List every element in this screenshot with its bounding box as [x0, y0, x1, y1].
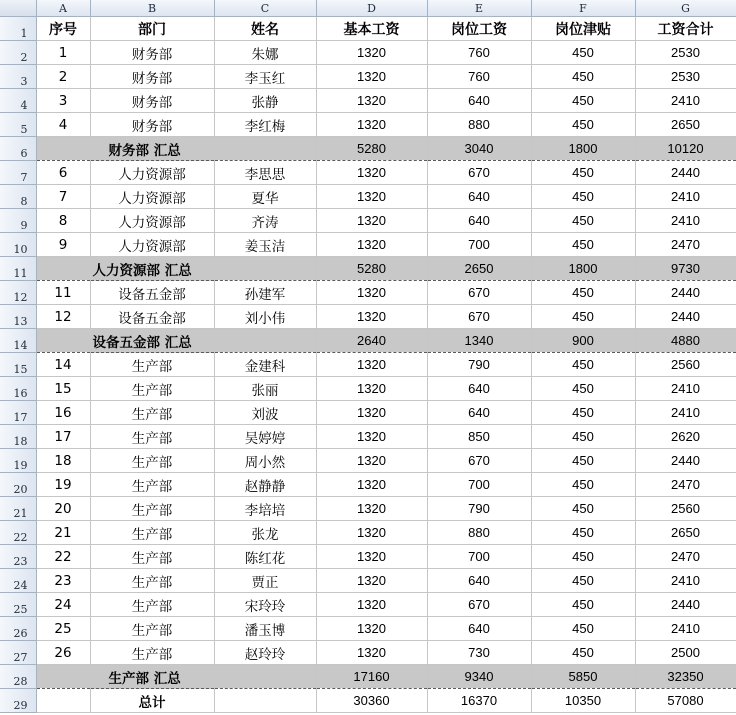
cell-base-salary[interactable]: 1320	[316, 233, 427, 257]
cell-allowance[interactable]: 1800	[531, 137, 635, 161]
cell-name[interactable]: 陈红花	[214, 545, 316, 569]
cell-name[interactable]: 金建科	[214, 353, 316, 377]
table-row	[0, 113, 736, 137]
cell-total-salary[interactable]: 2440	[635, 593, 736, 617]
column-header-e[interactable]: E	[427, 0, 531, 17]
cell-allowance[interactable]: 450	[531, 281, 635, 305]
cell-dept[interactable]: 人力资源部	[90, 185, 214, 209]
cell-total-salary[interactable]: 2530	[635, 41, 736, 65]
cell-post-salary[interactable]: 760	[427, 65, 531, 89]
cell-name[interactable]: 张龙	[214, 521, 316, 545]
cell-allowance[interactable]: 450	[531, 545, 635, 569]
cell-base-salary[interactable]: 1320	[316, 65, 427, 89]
cell-post-salary[interactable]: 760	[427, 41, 531, 65]
cell-seq[interactable]: 6	[36, 161, 90, 185]
column-header-a[interactable]: A	[36, 0, 90, 17]
cell-name[interactable]: 李思思	[214, 161, 316, 185]
cell-seq[interactable]: 4	[36, 113, 90, 137]
cell-allowance[interactable]: 450	[531, 185, 635, 209]
cell-total-salary[interactable]: 2440	[635, 281, 736, 305]
cell-seq[interactable]: 21	[36, 521, 90, 545]
cell-dept[interactable]: 人力资源部	[90, 209, 214, 233]
cell-dept[interactable]: 生产部	[90, 401, 214, 425]
cell-base-salary[interactable]: 1320	[316, 545, 427, 569]
cell-seq[interactable]	[36, 689, 90, 713]
cell-total-salary[interactable]: 2470	[635, 545, 736, 569]
cell-name[interactable]: 刘波	[214, 401, 316, 425]
cell-name[interactable]: 张静	[214, 89, 316, 113]
cell-total-salary[interactable]: 57080	[635, 689, 736, 713]
cell-name[interactable]: 李培培	[214, 497, 316, 521]
row-header[interactable]: 3	[0, 65, 36, 89]
cell-seq[interactable]: 7	[36, 185, 90, 209]
cell-name[interactable]: 姜玉洁	[214, 233, 316, 257]
cell-seq[interactable]	[36, 137, 90, 161]
cell-name[interactable]: 张丽	[214, 377, 316, 401]
cell-base-salary[interactable]: 1320	[316, 89, 427, 113]
cell-post-salary[interactable]: 880	[427, 113, 531, 137]
cell-name[interactable]: 吴婷婷	[214, 425, 316, 449]
table-row	[0, 161, 736, 185]
cell-base-salary[interactable]: 1320	[316, 569, 427, 593]
cell-dept[interactable]: 财务部	[90, 113, 214, 137]
cell-allowance[interactable]: 450	[531, 65, 635, 89]
cell-base-salary[interactable]: 1320	[316, 113, 427, 137]
cell-base-salary[interactable]: 17160	[316, 665, 427, 689]
cell-total-salary[interactable]: 2410	[635, 569, 736, 593]
cell-total-salary[interactable]: 2410	[635, 209, 736, 233]
row-header[interactable]: 23	[0, 545, 36, 569]
header-cell-base[interactable]: 基本工资	[316, 17, 427, 41]
cell-seq[interactable]: 3	[36, 89, 90, 113]
cell-dept[interactable]: 设备五金部	[90, 281, 214, 305]
cell-seq[interactable]: 20	[36, 497, 90, 521]
cell-allowance[interactable]: 450	[531, 353, 635, 377]
cell-dept[interactable]: 生产部	[90, 449, 214, 473]
cell-base-salary[interactable]: 1320	[316, 305, 427, 329]
cell-post-salary[interactable]: 700	[427, 233, 531, 257]
cell-post-salary[interactable]: 730	[427, 641, 531, 665]
cell-base-salary[interactable]: 30360	[316, 689, 427, 713]
cell-post-salary[interactable]: 16370	[427, 689, 531, 713]
cell-name[interactable]	[214, 689, 316, 713]
cell-base-salary[interactable]: 1320	[316, 521, 427, 545]
cell-allowance[interactable]: 450	[531, 377, 635, 401]
table-row	[0, 545, 736, 569]
cell-allowance[interactable]: 450	[531, 641, 635, 665]
cell-name[interactable]	[214, 137, 316, 161]
cell-allowance[interactable]: 450	[531, 449, 635, 473]
row-header[interactable]: 12	[0, 281, 36, 305]
cell-seq[interactable]: 14	[36, 353, 90, 377]
cell-name[interactable]	[214, 329, 316, 353]
cell-post-salary[interactable]: 640	[427, 209, 531, 233]
cell-allowance[interactable]: 450	[531, 401, 635, 425]
cell-seq[interactable]: 19	[36, 473, 90, 497]
table-row	[0, 377, 736, 401]
cell-post-salary[interactable]: 670	[427, 593, 531, 617]
cell-post-salary[interactable]: 640	[427, 617, 531, 641]
header-cell-total[interactable]: 工资合计	[635, 17, 736, 41]
cell-post-salary[interactable]: 9340	[427, 665, 531, 689]
cell-base-salary[interactable]: 1320	[316, 281, 427, 305]
subtotal-row	[0, 137, 736, 161]
cell-name[interactable]: 李玉红	[214, 65, 316, 89]
row-header[interactable]: 1	[0, 17, 36, 41]
cell-base-salary[interactable]: 1320	[316, 449, 427, 473]
cell-seq[interactable]: 18	[36, 449, 90, 473]
grand-total-label[interactable]: 总计	[90, 689, 214, 713]
cell-post-salary[interactable]: 880	[427, 521, 531, 545]
header-cell-allow[interactable]: 岗位津贴	[531, 17, 635, 41]
cell-allowance[interactable]: 450	[531, 305, 635, 329]
cell-base-salary[interactable]: 1320	[316, 497, 427, 521]
cell-post-salary[interactable]: 640	[427, 89, 531, 113]
header-cell-seq[interactable]: 序号	[36, 17, 90, 41]
cell-seq[interactable]: 26	[36, 641, 90, 665]
cell-base-salary[interactable]: 1320	[316, 617, 427, 641]
cell-dept[interactable]: 生产部	[90, 617, 214, 641]
table-row	[0, 401, 736, 425]
row-header[interactable]: 28	[0, 665, 36, 689]
cell-seq[interactable]: 1	[36, 41, 90, 65]
cell-post-salary[interactable]: 640	[427, 185, 531, 209]
subtotal-label[interactable]: 生产部 汇总	[90, 665, 214, 689]
cell-seq[interactable]: 23	[36, 569, 90, 593]
cell-allowance[interactable]: 900	[531, 329, 635, 353]
cell-allowance[interactable]: 5850	[531, 665, 635, 689]
table-row	[0, 281, 736, 305]
row-header[interactable]: 7	[0, 161, 36, 185]
cell-total-salary[interactable]: 2410	[635, 89, 736, 113]
row-header[interactable]: 26	[0, 617, 36, 641]
cell-allowance[interactable]: 450	[531, 209, 635, 233]
cell-base-salary[interactable]: 1320	[316, 353, 427, 377]
row-header[interactable]: 5	[0, 113, 36, 137]
cell-post-salary[interactable]: 850	[427, 425, 531, 449]
cell-total-salary[interactable]: 32350	[635, 665, 736, 689]
table-row	[0, 497, 736, 521]
table-row	[0, 305, 736, 329]
cell-dept[interactable]: 生产部	[90, 545, 214, 569]
cell-seq[interactable]: 25	[36, 617, 90, 641]
cell-base-salary[interactable]: 1320	[316, 377, 427, 401]
header-cell-post[interactable]: 岗位工资	[427, 17, 531, 41]
cell-name[interactable]: 宋玲玲	[214, 593, 316, 617]
cell-post-salary[interactable]: 3040	[427, 137, 531, 161]
cell-base-salary[interactable]: 1320	[316, 41, 427, 65]
cell-total-salary[interactable]: 4880	[635, 329, 736, 353]
cell-dept[interactable]: 生产部	[90, 593, 214, 617]
cell-dept[interactable]: 生产部	[90, 641, 214, 665]
table-row	[0, 185, 736, 209]
row-header[interactable]: 11	[0, 257, 36, 281]
column-header-c[interactable]: C	[214, 0, 316, 17]
cell-dept[interactable]: 生产部	[90, 521, 214, 545]
cell-base-salary[interactable]: 1320	[316, 161, 427, 185]
cell-allowance[interactable]: 1800	[531, 257, 635, 281]
row-header[interactable]: 8	[0, 185, 36, 209]
cell-post-salary[interactable]: 700	[427, 473, 531, 497]
column-header-f[interactable]: F	[531, 0, 635, 17]
row-header[interactable]: 2	[0, 41, 36, 65]
row-header[interactable]: 16	[0, 377, 36, 401]
cell-dept[interactable]: 设备五金部	[90, 305, 214, 329]
row-header[interactable]: 17	[0, 401, 36, 425]
table-row	[0, 617, 736, 641]
cell-dept[interactable]: 生产部	[90, 473, 214, 497]
cell-post-salary[interactable]: 790	[427, 353, 531, 377]
cell-post-salary[interactable]: 1340	[427, 329, 531, 353]
cell-total-salary[interactable]: 2410	[635, 617, 736, 641]
cell-post-salary[interactable]: 2650	[427, 257, 531, 281]
cell-dept[interactable]: 生产部	[90, 425, 214, 449]
subtotal-row	[0, 665, 736, 689]
cell-base-salary[interactable]: 1320	[316, 425, 427, 449]
cell-allowance[interactable]: 10350	[531, 689, 635, 713]
cell-total-salary[interactable]: 9730	[635, 257, 736, 281]
subtotal-row	[0, 329, 736, 353]
cell-name[interactable]: 赵静静	[214, 473, 316, 497]
cell-allowance[interactable]: 450	[531, 473, 635, 497]
cell-base-salary[interactable]: 1320	[316, 209, 427, 233]
cell-total-salary[interactable]: 2620	[635, 425, 736, 449]
cell-post-salary[interactable]: 700	[427, 545, 531, 569]
row-header[interactable]: 21	[0, 497, 36, 521]
cell-name[interactable]: 李红梅	[214, 113, 316, 137]
grand-total-row	[0, 689, 736, 713]
cell-name[interactable]: 孙建军	[214, 281, 316, 305]
cell-total-salary[interactable]: 2440	[635, 449, 736, 473]
row-header[interactable]: 19	[0, 449, 36, 473]
cell-allowance[interactable]: 450	[531, 425, 635, 449]
table-row	[0, 593, 736, 617]
cell-name[interactable]: 贾正	[214, 569, 316, 593]
cell-base-salary[interactable]: 1320	[316, 593, 427, 617]
cell-base-salary[interactable]: 1320	[316, 401, 427, 425]
table-row	[0, 353, 736, 377]
table-row	[0, 641, 736, 665]
table-row	[0, 473, 736, 497]
cell-allowance[interactable]: 450	[531, 521, 635, 545]
cell-base-salary[interactable]: 5280	[316, 257, 427, 281]
column-header-g[interactable]: G	[635, 0, 736, 17]
cell-base-salary[interactable]: 1320	[316, 473, 427, 497]
cell-total-salary[interactable]: 10120	[635, 137, 736, 161]
cell-allowance[interactable]: 450	[531, 113, 635, 137]
cell-base-salary[interactable]: 1320	[316, 185, 427, 209]
cell-base-salary[interactable]: 5280	[316, 137, 427, 161]
column-header-row	[0, 0, 736, 17]
row-header[interactable]: 10	[0, 233, 36, 257]
cell-seq[interactable]: 22	[36, 545, 90, 569]
cell-seq[interactable]	[36, 257, 90, 281]
cell-seq[interactable]: 12	[36, 305, 90, 329]
table-header-row	[0, 17, 736, 41]
cell-total-salary[interactable]: 2500	[635, 641, 736, 665]
cell-total-salary[interactable]: 2440	[635, 305, 736, 329]
row-header[interactable]: 9	[0, 209, 36, 233]
cell-dept[interactable]: 人力资源部	[90, 161, 214, 185]
row-header[interactable]: 29	[0, 689, 36, 713]
cell-dept[interactable]: 生产部	[90, 569, 214, 593]
row-header[interactable]: 24	[0, 569, 36, 593]
cell-dept[interactable]: 生产部	[90, 497, 214, 521]
row-header[interactable]: 27	[0, 641, 36, 665]
cell-name[interactable]: 周小然	[214, 449, 316, 473]
cell-allowance[interactable]: 450	[531, 593, 635, 617]
cell-total-salary[interactable]: 2410	[635, 377, 736, 401]
table-row	[0, 89, 736, 113]
cell-name[interactable]: 潘玉博	[214, 617, 316, 641]
row-header[interactable]: 14	[0, 329, 36, 353]
row-header[interactable]: 4	[0, 89, 36, 113]
cell-seq[interactable]: 11	[36, 281, 90, 305]
cell-name[interactable]: 朱娜	[214, 41, 316, 65]
cell-total-salary[interactable]: 2560	[635, 353, 736, 377]
cell-base-salary[interactable]: 1320	[316, 641, 427, 665]
cell-total-salary[interactable]: 2470	[635, 233, 736, 257]
header-cell-dept[interactable]: 部门	[90, 17, 214, 41]
cell-post-salary[interactable]: 670	[427, 281, 531, 305]
cell-dept[interactable]: 生产部	[90, 377, 214, 401]
cell-total-salary[interactable]: 2470	[635, 473, 736, 497]
subtotal-label[interactable]: 财务部 汇总	[90, 137, 214, 161]
cell-allowance[interactable]: 450	[531, 497, 635, 521]
cell-total-salary[interactable]: 2530	[635, 65, 736, 89]
cell-seq[interactable]: 17	[36, 425, 90, 449]
row-header[interactable]: 25	[0, 593, 36, 617]
column-header-d[interactable]: D	[316, 0, 427, 17]
cell-allowance[interactable]: 450	[531, 161, 635, 185]
subtotal-label[interactable]: 设备五金部 汇总	[90, 329, 214, 353]
row-header[interactable]: 22	[0, 521, 36, 545]
cell-seq[interactable]: 15	[36, 377, 90, 401]
cell-dept[interactable]: 生产部	[90, 353, 214, 377]
table-row	[0, 521, 736, 545]
header-cell-name[interactable]: 姓名	[214, 17, 316, 41]
cell-post-salary[interactable]: 670	[427, 161, 531, 185]
table-row	[0, 41, 736, 65]
cell-allowance[interactable]: 450	[531, 89, 635, 113]
table-row	[0, 569, 736, 593]
cell-allowance[interactable]: 450	[531, 569, 635, 593]
cell-total-salary[interactable]: 2410	[635, 185, 736, 209]
cell-name[interactable]: 齐涛	[214, 209, 316, 233]
select-all-corner[interactable]	[0, 0, 36, 17]
cell-allowance[interactable]: 450	[531, 617, 635, 641]
cell-seq[interactable]: 16	[36, 401, 90, 425]
cell-total-salary[interactable]: 2440	[635, 161, 736, 185]
cell-seq[interactable]: 2	[36, 65, 90, 89]
cell-allowance[interactable]: 450	[531, 41, 635, 65]
cell-total-salary[interactable]: 2560	[635, 497, 736, 521]
row-header[interactable]: 18	[0, 425, 36, 449]
cell-post-salary[interactable]: 640	[427, 377, 531, 401]
subtotal-label[interactable]: 人力资源部 汇总	[90, 257, 214, 281]
cell-dept[interactable]: 财务部	[90, 89, 214, 113]
cell-dept[interactable]: 人力资源部	[90, 233, 214, 257]
cell-base-salary[interactable]: 2640	[316, 329, 427, 353]
table-row	[0, 209, 736, 233]
table-row	[0, 233, 736, 257]
table-row	[0, 449, 736, 473]
cell-allowance[interactable]: 450	[531, 233, 635, 257]
cell-post-salary[interactable]: 670	[427, 449, 531, 473]
column-header-b[interactable]: B	[90, 0, 214, 17]
cell-post-salary[interactable]: 640	[427, 569, 531, 593]
cell-name[interactable]	[214, 257, 316, 281]
cell-dept[interactable]: 财务部	[90, 65, 214, 89]
subtotal-row	[0, 257, 736, 281]
cell-post-salary[interactable]: 790	[427, 497, 531, 521]
cell-total-salary[interactable]: 2650	[635, 113, 736, 137]
table-row	[0, 425, 736, 449]
row-header[interactable]: 15	[0, 353, 36, 377]
cell-seq[interactable]	[36, 329, 90, 353]
cell-name[interactable]: 赵玲玲	[214, 641, 316, 665]
cell-name[interactable]: 夏华	[214, 185, 316, 209]
cell-post-salary[interactable]: 670	[427, 305, 531, 329]
cell-seq[interactable]: 9	[36, 233, 90, 257]
cell-seq[interactable]	[36, 665, 90, 689]
row-header[interactable]: 13	[0, 305, 36, 329]
row-header[interactable]: 6	[0, 137, 36, 161]
cell-name[interactable]: 刘小伟	[214, 305, 316, 329]
cell-seq[interactable]: 8	[36, 209, 90, 233]
cell-total-salary[interactable]: 2410	[635, 401, 736, 425]
row-header[interactable]: 20	[0, 473, 36, 497]
cell-total-salary[interactable]: 2650	[635, 521, 736, 545]
cell-dept[interactable]: 财务部	[90, 41, 214, 65]
cell-post-salary[interactable]: 640	[427, 401, 531, 425]
cell-seq[interactable]: 24	[36, 593, 90, 617]
table-row	[0, 65, 736, 89]
cell-name[interactable]	[214, 665, 316, 689]
